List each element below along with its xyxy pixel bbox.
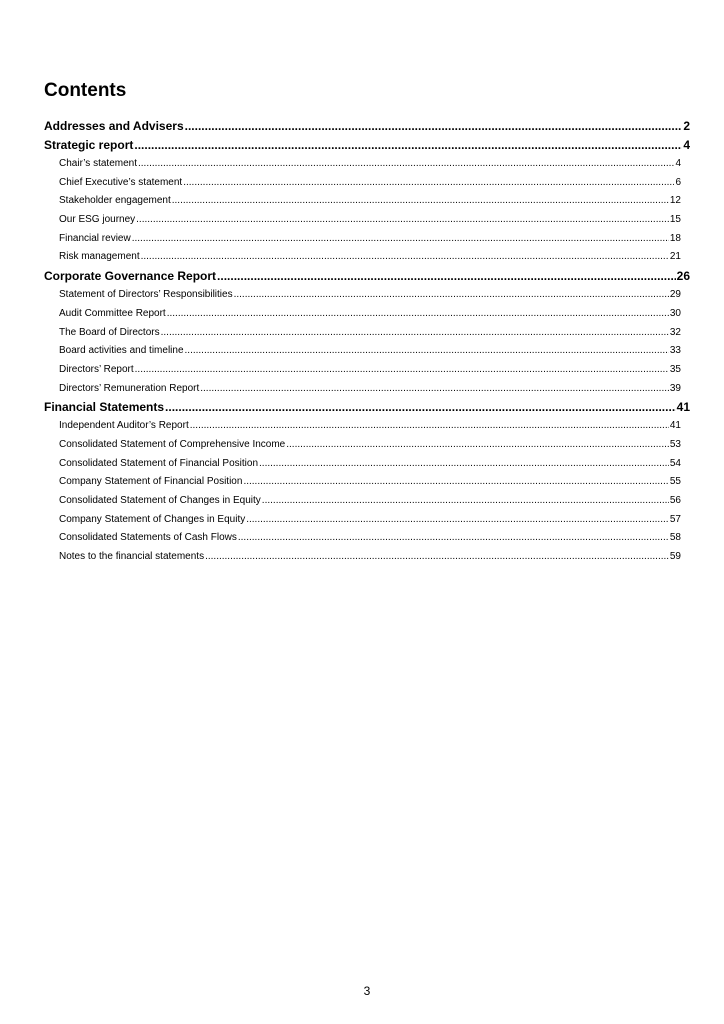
toc-section-row[interactable] [44,398,690,417]
toc-entry-row[interactable] [44,305,681,324]
dot-leader [238,529,669,548]
entry-title: Stakeholder engagement [59,195,171,207]
toc-entry-row[interactable] [44,529,681,548]
entry-title: Audit Committee Report [59,307,166,319]
toc-entry-row[interactable] [44,361,681,380]
toc-entry-row[interactable] [44,155,681,174]
dot-leader [183,174,674,193]
toc-entry-row[interactable] [44,286,681,305]
dot-leader [161,324,669,343]
entry-page-number: 57 [669,513,681,525]
entry-title: Statement of Directors’ Responsibilities [59,289,233,301]
toc-entry-row[interactable] [44,342,681,361]
toc-entry-row[interactable] [44,211,681,230]
entry-title: Consolidated Statement of Changes in Equity [59,495,261,506]
entry-page-number: 15 [669,214,681,226]
dot-leader [190,417,669,436]
section-page-number: 26 [676,269,690,284]
dot-leader [262,492,669,511]
dot-leader [246,511,669,530]
toc-entry-row[interactable] [44,417,681,436]
dot-leader [286,436,669,455]
entry-title: Chair’s statement [59,158,137,169]
entry-page-number: 35 [669,363,681,375]
section-page-number: 4 [683,138,690,152]
toc-entry-row[interactable] [44,548,681,567]
entry-title: Chief Executive’s statement [59,176,183,188]
toc-section-row[interactable] [44,267,690,286]
dot-leader [135,361,669,380]
entry-page-number: 21 [669,251,681,263]
entry-title: Company Statement of Changes in Equity [59,513,246,525]
dot-leader [136,211,669,230]
entry-title: Financial review [59,232,131,244]
section-title: Strategic report [44,138,134,152]
entry-title: Our ESG journey [59,214,136,226]
entry-title: Consolidated Statements of Cash Flows [59,532,237,544]
table-of-contents [44,117,690,567]
dot-leader [234,286,669,305]
dot-leader [185,117,683,136]
entry-title: Board activities and timeline [59,345,184,357]
toc-entry-row[interactable] [44,324,681,343]
dot-leader [172,192,669,211]
entry-page-number: 56 [669,495,681,506]
dot-leader [167,305,669,324]
dot-leader [141,248,669,267]
entry-page-number: 58 [669,532,681,544]
section-page-number: 41 [676,400,690,415]
page-number: 3 [363,984,371,998]
toc-entry-row[interactable] [44,248,681,267]
dot-leader [205,548,669,567]
entry-page-number: 6 [675,176,681,188]
section-title: Financial Statements [44,400,165,415]
dot-leader [200,380,669,399]
dot-leader [259,455,669,474]
dot-leader [217,267,676,286]
toc-entry-row[interactable] [44,455,681,474]
dot-leader [185,342,669,361]
dot-leader [138,155,674,174]
entry-title: Company Statement of Financial Position [59,476,243,488]
entry-title: Consolidated Statement of Comprehensive Income [59,438,286,450]
entry-title: Notes to the financial statements [59,551,205,563]
entry-page-number: 39 [669,382,681,394]
section-title: Corporate Governance Report [44,269,217,284]
entry-page-number: 29 [669,289,681,301]
entry-title: Directors’ Report [59,363,134,375]
section-page-number: 2 [683,119,690,133]
entry-page-number: 55 [669,476,681,488]
toc-entry-row[interactable] [44,230,681,249]
toc-entry-row[interactable] [44,192,681,211]
dot-leader [165,398,676,417]
toc-section-row[interactable] [44,136,690,155]
toc-entry-row[interactable] [44,436,681,455]
entry-title: Directors’ Remuneration Report [59,382,200,394]
entry-page-number: 4 [675,158,681,169]
page-title: Contents [44,80,127,101]
section-title: Addresses and Advisers [44,119,184,133]
entry-page-number: 59 [669,551,681,563]
entry-page-number: 54 [669,457,681,469]
entry-title: Consolidated Statement of Financial Position [59,457,259,469]
entry-page-number: 12 [669,195,681,207]
entry-page-number: 53 [669,438,681,450]
toc-entry-row[interactable] [44,174,681,193]
entry-title: The Board of Directors [59,326,160,338]
toc-entry-row[interactable] [44,492,681,511]
toc-entry-row[interactable] [44,473,681,492]
entry-page-number: 41 [669,420,681,432]
toc-section-row[interactable] [44,117,690,136]
entry-title: Independent Auditor’s Report [59,420,189,432]
dot-leader [243,473,668,492]
entry-title: Risk management [59,251,140,263]
toc-entry-row[interactable] [44,380,681,399]
dot-leader [134,136,682,155]
entry-page-number: 32 [669,326,681,338]
entry-page-number: 33 [669,345,681,357]
dot-leader [132,230,669,249]
toc-entry-row[interactable] [44,511,681,530]
entry-page-number: 30 [669,307,681,319]
entry-page-number: 18 [669,232,681,244]
